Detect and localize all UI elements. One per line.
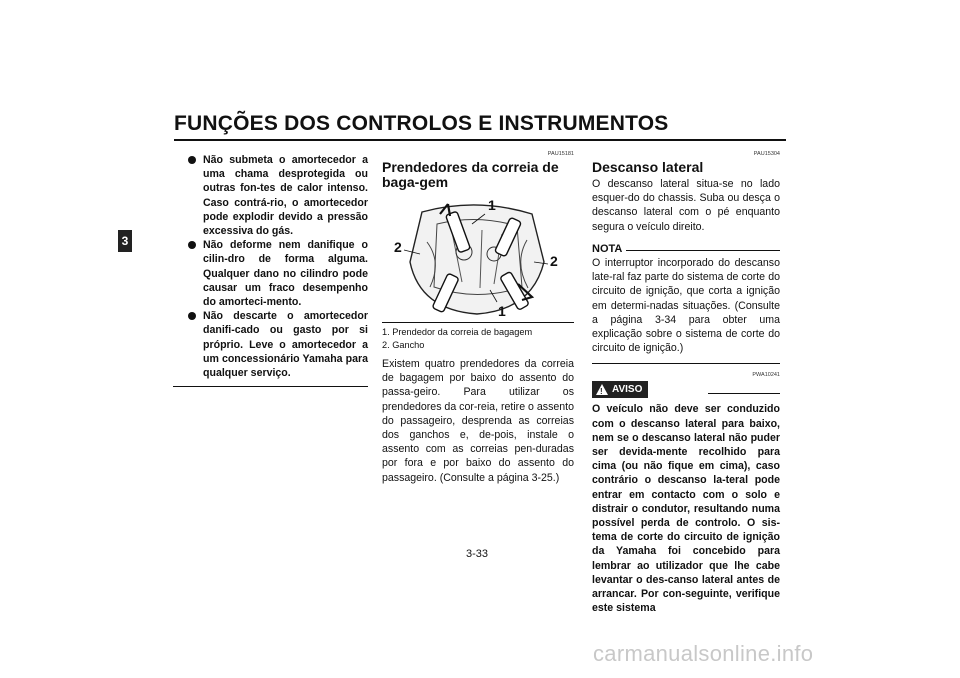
figure-label-2-left: 2 xyxy=(394,239,402,255)
left-column xyxy=(185,153,368,387)
warning-header xyxy=(592,381,780,398)
section-code: PAU15181 xyxy=(547,151,574,157)
chapter-tab: 3 xyxy=(118,230,132,252)
figure-rule xyxy=(382,322,574,323)
warning-triangle-icon: ! xyxy=(596,384,608,395)
warning-bullet: Não submeta o amortecedor a uma chama desprotegida ou outras fon-tes de calor intenso. Caso contrá-rio, o amortecedor pode explodir devido a pressão excessiva do gás. xyxy=(185,153,368,238)
section-title: Prendedores da correia de baga-gem xyxy=(382,159,559,190)
page-header-title: FUNÇÕES DOS CONTROLOS E INSTRUMENTOS xyxy=(174,112,669,135)
bullet-icon xyxy=(188,156,196,164)
warning-bullet: Não deforme nem danifique o cilin-dro de forma alguma. Qualquer dano no cilindro pode causar um fraco desempenho do amorteci-mento. xyxy=(185,238,368,309)
figure-label-1-top: 1 xyxy=(488,197,496,213)
section-title: Descanso lateral xyxy=(592,159,704,175)
figure-caption-2: 2. Gancho xyxy=(382,339,425,350)
warning-code: PWA10241 xyxy=(752,372,780,379)
nota-header xyxy=(592,242,780,256)
luggage-strap-hooks-illustration xyxy=(382,192,574,322)
nota-rule xyxy=(626,250,780,251)
bullet-icon xyxy=(188,312,196,320)
nota-text: O interruptor incorporado do descanso late-ral faz parte do sistema de corte do circuito de ignição, que corta a ignição em determi-nadas situações. (Consulte a página 3-34 para obter uma explicação sobre o sistema de corte do circuito de ignição.) xyxy=(592,257,780,355)
section-end-rule xyxy=(173,386,368,387)
watermark-site: carmanualsonline.info xyxy=(593,641,814,666)
page-number: 3-33 xyxy=(466,548,489,560)
right-column xyxy=(592,151,780,615)
figure-label-2-right: 2 xyxy=(550,253,558,269)
figure-caption-1: 1. Prendedor da correia de bagagem xyxy=(382,327,533,337)
section-body: O descanso lateral situa-se no lado esquer-do do chassis. Suba ou desça o descanso lateral com o pé enquanto segura o veículo direito. xyxy=(592,178,780,233)
nota-label: NOTA xyxy=(592,242,623,255)
luggage-strap-figure xyxy=(382,192,574,322)
warning-badge: ! AVISO xyxy=(592,381,648,398)
header-rule xyxy=(174,139,786,141)
nota-end-rule xyxy=(592,363,780,364)
section-code: PAU15304 xyxy=(753,151,780,157)
middle-column xyxy=(382,151,574,485)
warning-rule xyxy=(708,393,780,394)
warning-text: O veículo não deve ser conduzido com o descanso lateral para baixo, nem se o descanso lateral não puder ser devida-mente recolhido para cima (ou não fique em cima), caso contrário o descanso la-teral pode entrar em contacto com o solo e distrair o condutor, resultando numa possível perda de controlo. O sis-tema de corte do circuito de ignição da Yamaha foi concebido para lembrar ao utilizador que lhe cabe levantar o des-canso lateral antes de arrancar. Por con-seguinte, verifique este sistema xyxy=(592,403,780,615)
bullet-icon xyxy=(188,241,196,249)
figure-label-1-bottom: 1 xyxy=(498,303,506,319)
section-body: Existem quatro prendedores da correia de bagagem por baixo do assento do passa-geiro. Para utilizar os prendedores da cor-reia, retire o assento do passageiro, desprenda as correias dos ganchos e, de-pois, instale o assento com as correias pen-duradas por fora e por baixo do assento do passageiro. (Consulte a página 3-25.) xyxy=(382,358,574,484)
warning-bullet: Não descarte o amortecedor danifi-cado ou gasto por si próprio. Leve o amortecedor a um concessionário Yamaha para qualquer serviço. xyxy=(185,309,368,380)
